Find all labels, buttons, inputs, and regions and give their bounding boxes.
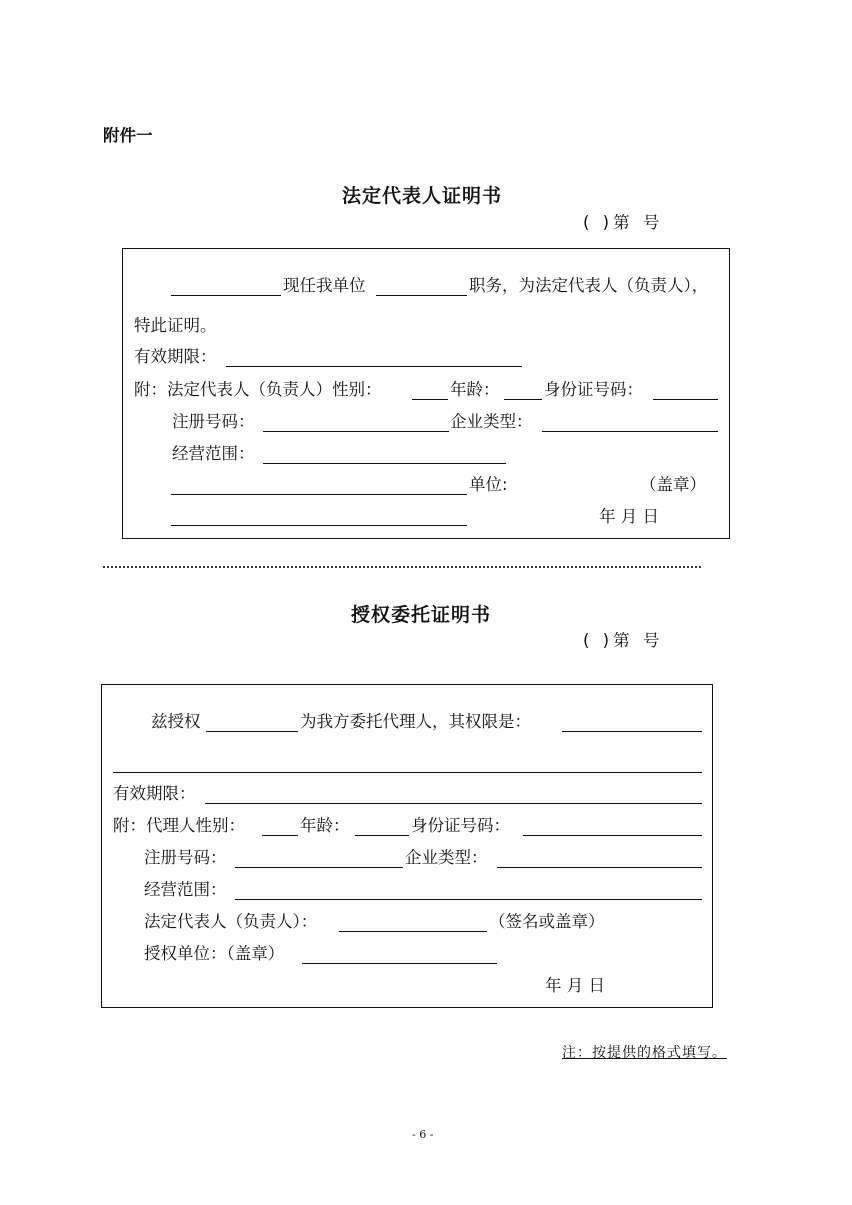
cert2-id-field[interactable] xyxy=(523,835,702,836)
cert1-name-field[interactable] xyxy=(171,295,281,296)
cert2-scope-field[interactable] xyxy=(235,899,702,900)
cert1-title: 法定代表人证明书 xyxy=(342,185,503,207)
cert2-reg-label: 注册号码： xyxy=(144,848,227,867)
cert1-age-label: 年龄： xyxy=(450,380,500,399)
cert2-agent-field[interactable] xyxy=(206,731,298,732)
cert1-id-field[interactable] xyxy=(653,399,718,400)
cert1-scope-label: 经营范围： xyxy=(172,444,255,463)
cert1-id-label: 身份证号码： xyxy=(544,380,643,399)
cert2-gender-field[interactable] xyxy=(262,835,298,836)
cert1-attach-label: 附：法定代表人（负责人）性别： xyxy=(134,380,382,399)
cert1-scope-field[interactable] xyxy=(263,463,506,464)
cert1-unit-field[interactable] xyxy=(171,494,467,495)
cert2-authority-field-2[interactable] xyxy=(113,772,702,773)
cert1-reg-field[interactable] xyxy=(263,431,449,432)
cert1-type-label: 企业类型： xyxy=(450,412,533,431)
cert1-type-field[interactable] xyxy=(542,431,718,432)
cert2-validity-label: 有效期限： xyxy=(113,784,196,803)
cert2-date: 年 月 日 xyxy=(545,976,605,995)
cert2-number-label: ( )第 号 xyxy=(583,631,664,650)
cert2-scope-label: 经营范围： xyxy=(144,880,227,899)
cert2-age-field[interactable] xyxy=(355,835,409,836)
cert2-legal-rep-field[interactable] xyxy=(339,931,487,932)
cert1-position-field[interactable] xyxy=(376,295,467,296)
cert2-sign-label: （签名或盖章） xyxy=(489,912,605,931)
cert1-line1-a: 现任我单位 xyxy=(283,276,366,295)
format-note: 注：按提供的格式填写。 xyxy=(562,1045,727,1061)
cert1-line1-b: 职务，为法定代表人（负责人）， xyxy=(469,276,709,295)
cert1-seal-label: （盖章） xyxy=(640,475,706,494)
cert2-validity-field[interactable] xyxy=(205,803,702,804)
attachment-label: 附件一 xyxy=(103,126,153,145)
cert2-authority-field[interactable] xyxy=(562,731,702,732)
cert2-type-label: 企业类型： xyxy=(405,848,488,867)
cert1-validity-label: 有效期限： xyxy=(134,347,217,366)
cert1-number-label: ( )第 号 xyxy=(583,213,664,232)
cert1-unit-label: 单位: xyxy=(469,475,508,494)
cert2-line1-a: 兹授权 xyxy=(151,712,201,731)
cert1-line2: 特此证明。 xyxy=(134,316,217,335)
cert2-attach-label: 附：代理人性别： xyxy=(113,816,245,835)
cert2-auth-unit-label: 授权单位：（盖章） xyxy=(144,944,285,963)
cert2-reg-field[interactable] xyxy=(235,867,403,868)
cert2-id-label: 身份证号码： xyxy=(411,816,510,835)
cert2-type-field[interactable] xyxy=(497,867,702,868)
cert1-validity-field[interactable] xyxy=(226,366,522,367)
cert2-line1-b: 为我方委托代理人，其权限是： xyxy=(300,712,531,731)
cert1-reg-label: 注册号码： xyxy=(172,412,255,431)
cert2-age-label: 年龄： xyxy=(300,816,350,835)
cert2-legal-rep-label: 法定代表人（负责人）： xyxy=(144,912,318,931)
cert1-gender-field[interactable] xyxy=(412,399,448,400)
cert1-age-field[interactable] xyxy=(504,399,542,400)
dotted-separator xyxy=(103,566,701,568)
cert2-title: 授权委托证明书 xyxy=(351,604,492,626)
cert1-extra-field[interactable] xyxy=(171,525,467,526)
page-number: - 6 - xyxy=(412,1128,434,1141)
cert2-auth-unit-field[interactable] xyxy=(302,963,497,964)
cert1-date: 年 月 日 xyxy=(599,507,659,526)
